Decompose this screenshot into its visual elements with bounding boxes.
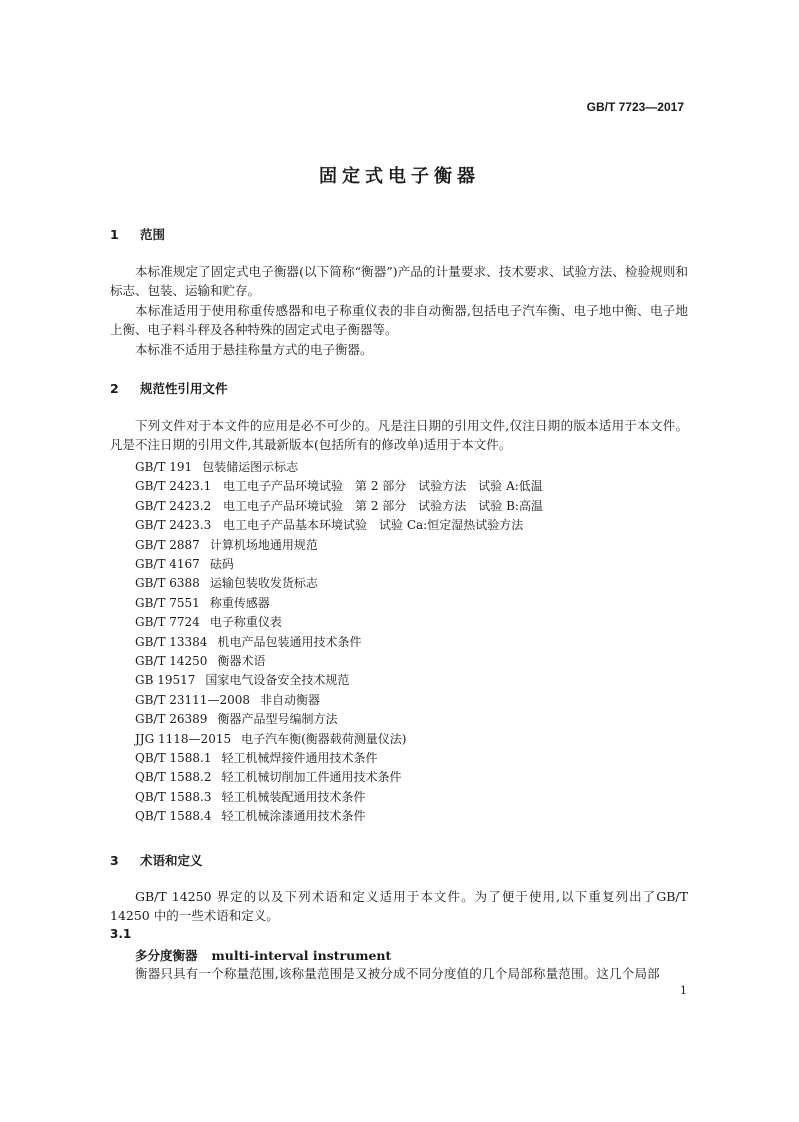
reference-code: GB/T 14250 [135, 654, 208, 668]
section-title: 规范性引用文件 [140, 381, 228, 396]
reference-title: 轻工机械涂漆通用技术条件 [221, 809, 366, 824]
scope-paragraph: 本标准不适用于悬挂称量方式的电子衡器。 [135, 342, 373, 357]
reference-item [135, 807, 366, 824]
reference-title: 运输包装收发货标志 [209, 576, 318, 591]
reference-item [135, 730, 406, 747]
reference-title: 电工电子产品环境试验 第 2 部分 试验方法 试验 B:高温 [223, 498, 543, 513]
reference-code: GB/T 2887 [135, 537, 200, 552]
reference-title: 机电产品包装通用技术条件 [217, 634, 362, 649]
reference-code: QB/T 1588.4 [135, 809, 212, 824]
section-number: 1 [110, 227, 119, 242]
reference-title: 国家电气设备安全技术规范 [205, 673, 350, 688]
reference-code: GB/T 191 [135, 460, 193, 474]
reference-item [135, 652, 265, 669]
reference-code: GB/T 13384 [135, 634, 208, 649]
term-definition: 衡器只具有一个称量范围,该称量范围是又被分成不同分度值的几个局部称量范围。这几个局部 [135, 966, 660, 981]
reference-item [135, 497, 543, 514]
reference-code: GB/T 7724 [135, 615, 200, 630]
reference-item [135, 477, 543, 494]
reference-title: 电子称重仪表 [209, 615, 282, 630]
reference-title: 电工电子产品基本环境试验 试验 Ca:恒定湿热试验方法 [223, 518, 524, 533]
reference-code: QB/T 1588.3 [135, 789, 212, 804]
section-3-heading [110, 851, 203, 869]
reference-title: 包装储运图示标志 [202, 460, 299, 474]
reference-code: QB/T 1588.1 [135, 751, 212, 765]
reference-item [135, 555, 234, 572]
reference-item [135, 574, 318, 591]
reference-item [135, 594, 270, 611]
reference-code: GB/T 2423.3 [135, 518, 212, 533]
section-number: 3 [110, 853, 119, 868]
reference-code: JJG 1118—2015 [135, 731, 232, 746]
scope-paragraph: 本标准适用于使用称重传感器和电子称重仪表的非自动衡器,包括电子汽车衡、电子地中衡、电子地上衡、电子料斗秤及各种特殊的固定式电子衡器等。 [110, 303, 688, 337]
reference-title: 非自动衡器 [259, 692, 320, 707]
reference-item [135, 516, 523, 533]
reference-item [135, 633, 361, 650]
reference-title: 衡器术语 [217, 654, 266, 668]
reference-item [135, 788, 366, 805]
reference-item [135, 691, 320, 708]
reference-title: 电工电子产品环境试验 第 2 部分 试验方法 试验 A:低温 [223, 479, 543, 494]
section-2-heading [110, 379, 228, 397]
term-chinese: 多分度衡器 [135, 948, 198, 963]
terms-intro: GB/T 14250 界定的以及下列术语和定义适用于本文件。为了便于使用,以下重复列出了GB/T 14250 中的一些术语和定义。 [110, 889, 688, 923]
reference-item [135, 536, 318, 553]
reference-item [135, 710, 337, 727]
term-entry [135, 946, 391, 964]
reference-code: GB 19517 [135, 673, 196, 688]
page-number: 1 [680, 984, 687, 997]
reference-code: GB/T 6388 [135, 576, 200, 591]
reference-code: GB/T 2423.1 [135, 479, 212, 494]
references-intro: 下列文件对于本文件的应用是必不可少的。凡是注日期的引用文件,仅注日期的版本适用于本文件。凡是不注日期的引用文件,其最新版本(包括所有的修改单)适用于本文件。 [110, 418, 688, 452]
reference-item [135, 749, 378, 766]
section-number: 2 [110, 381, 119, 396]
reference-item [135, 613, 282, 630]
reference-code: GB/T 23111—2008 [135, 692, 250, 707]
document-title: 固定式电子衡器 [319, 166, 480, 187]
reference-title: 轻工机械切削加工件通用技术条件 [221, 770, 402, 785]
standard-code: GB/T 7723—2017 [586, 100, 684, 114]
reference-item [135, 671, 349, 688]
scope-paragraph: 本标准规定了固定式电子衡器(以下简称“衡器”)产品的计量要求、技术要求、试验方法、检验规则和标志、包装、运输和贮存。 [110, 264, 688, 298]
reference-title: 称重传感器 [209, 595, 270, 610]
reference-title: 砝码 [209, 557, 234, 571]
term-english: multi-interval instrument [211, 948, 392, 963]
reference-item [135, 768, 402, 785]
reference-title: 轻工机械焊接件通用技术条件 [221, 751, 378, 765]
section-title: 术语和定义 [140, 853, 203, 868]
reference-item [135, 458, 298, 475]
reference-title: 衡器产品型号编制方法 [217, 712, 338, 727]
section-1-heading [110, 225, 165, 243]
reference-code: GB/T 4167 [135, 557, 200, 571]
reference-code: GB/T 2423.2 [135, 498, 212, 513]
reference-code: GB/T 7551 [135, 595, 200, 610]
reference-title: 电子汽车衡(衡器载荷测量仪法) [241, 731, 407, 746]
reference-code: GB/T 26389 [135, 712, 208, 727]
section-title: 范围 [140, 227, 166, 242]
reference-code: QB/T 1588.2 [135, 770, 212, 785]
clause-number: 3.1 [110, 927, 132, 941]
reference-title: 计算机场地通用规范 [209, 537, 318, 552]
reference-title: 轻工机械装配通用技术条件 [221, 789, 366, 804]
